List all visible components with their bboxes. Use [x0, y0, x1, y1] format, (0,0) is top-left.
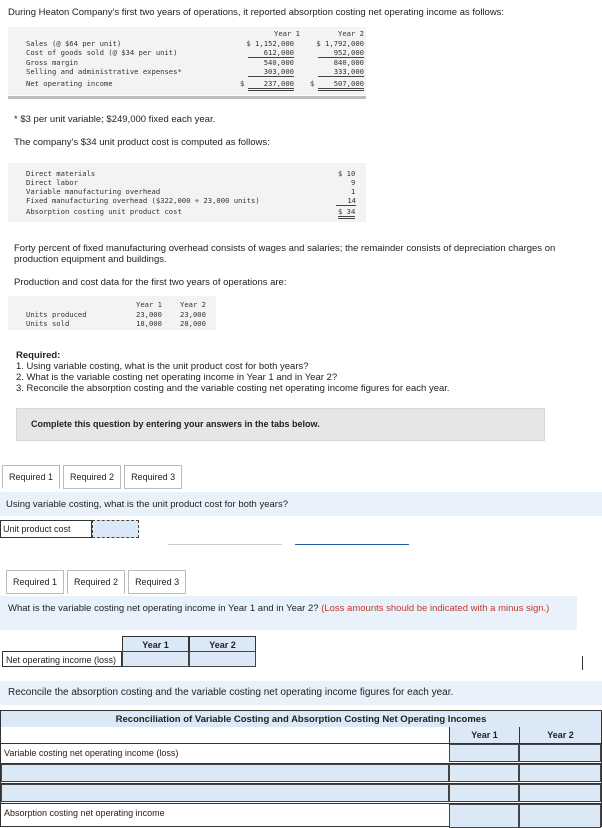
question-2-text	[8, 603, 568, 614]
recon-year2-input[interactable]	[519, 804, 601, 828]
recon-year1-input[interactable]	[449, 804, 519, 828]
stmt-row-y1: 303,000	[248, 67, 294, 77]
stmt-row-y1: 612,000	[248, 48, 294, 58]
unit-cost-value: 1	[351, 187, 356, 196]
stmt-row-y2: 840,000	[333, 58, 364, 67]
recon-row-label: Absorption costing net operating income	[4, 808, 165, 818]
recon-adjustment-label-input[interactable]	[1, 764, 449, 782]
reconciliation-title: Reconciliation of Variable Costing and Absorption Costing Net Operating Incomes	[1, 711, 601, 727]
recon-row-label: Variable costing net operating income (loss)	[4, 748, 179, 758]
net-income-year2-input[interactable]	[189, 651, 256, 667]
col-year-2: Year 2	[189, 636, 256, 652]
required-block	[16, 350, 450, 394]
tab-required-1[interactable]: Required 1	[6, 570, 64, 594]
tab-bar	[6, 570, 189, 594]
unit-cost-label: Variable manufacturing overhead	[26, 187, 161, 196]
recon-year1-input[interactable]	[449, 764, 519, 782]
tab-required-3[interactable]: Required 3	[124, 465, 182, 489]
tab-required-2[interactable]: Required 2	[67, 570, 125, 594]
intro-text: During Heaton Company's first two years of operations, it reported absorption costing net operating income as follows:	[8, 7, 505, 18]
recon-row	[1, 763, 601, 782]
prod-col-year2: Year 2	[180, 300, 206, 309]
stmt-row-label: Selling and administrative expenses*	[26, 67, 182, 76]
unit-cost-value: 14	[336, 196, 356, 206]
footnote: * $3 per unit variable; $249,000 fixed each year.	[14, 114, 216, 125]
production-intro: Production and cost data for the first two years of operations are:	[14, 277, 287, 288]
loss-note: (Loss amounts should be indicated with a minus sign.)	[321, 603, 550, 614]
unit-cost-label: Fixed manufacturing overhead ($322,000 ÷ 23,000 units)	[26, 196, 260, 205]
stmt-row-label: Sales (@ $64 per unit)	[26, 39, 122, 48]
stmt-row-y1: $ 1,152,000	[246, 39, 294, 48]
stmt-currency: $	[240, 79, 245, 88]
recon-year1-input[interactable]	[449, 784, 519, 802]
required-item: 3. Reconcile the absorption costing and the variable costing net operating income figures for each year.	[16, 383, 450, 394]
stmt-row-y2: 507,000	[318, 79, 364, 91]
recon-year2-input[interactable]	[519, 764, 601, 782]
stmt-row-y1: 237,000	[248, 79, 294, 91]
unit-cost-intro: The company's $34 unit product cost is computed as follows:	[14, 137, 270, 148]
required-heading: Required:	[16, 350, 61, 361]
instructions-banner: Complete this question by entering your answers in the tabs below.	[16, 408, 545, 441]
unit-cost-label: Direct labor	[26, 178, 78, 187]
unit-cost-value: $ 34	[338, 207, 355, 219]
prod-row-y2: 28,000	[180, 319, 206, 328]
recon-row	[1, 783, 601, 802]
tab-required-2[interactable]: Required 2	[63, 465, 121, 489]
recon-year2-input[interactable]	[519, 784, 601, 802]
recon-col-year-2: Year 2	[519, 727, 601, 743]
unit-cost-label: Absorption costing unit product cost	[26, 207, 182, 216]
stmt-row-y1: 540,000	[263, 58, 294, 67]
stmt-row-label: Cost of goods sold (@ $34 per unit)	[26, 48, 178, 57]
prod-row-label: Units produced	[26, 310, 87, 319]
question-3-text: Reconcile the absorption costing and the variable costing net operating income figures for each year.	[8, 687, 454, 698]
recon-row	[1, 743, 601, 762]
stmt-col-year2: Year 2	[338, 29, 364, 38]
tab-required-1[interactable]: Required 1	[2, 465, 60, 489]
reconciliation-table	[0, 710, 602, 827]
income-statement	[8, 27, 366, 95]
recon-year2-input[interactable]	[519, 744, 601, 762]
stmt-row-y2: 952,000	[318, 48, 364, 58]
question-1-text: Using variable costing, what is the unit product cost for both years?	[6, 499, 288, 510]
question-1-panel	[0, 492, 602, 516]
divider	[8, 96, 366, 99]
unit-product-cost-label: Unit product cost	[0, 520, 92, 538]
prod-row-y1: 23,000	[136, 310, 162, 319]
stmt-currency: $	[310, 79, 315, 88]
unit-cost-label: Direct materials	[26, 169, 96, 178]
prod-col-year1: Year 1	[136, 300, 162, 309]
net-income-year1-input[interactable]	[122, 651, 189, 667]
text-cursor	[582, 656, 583, 670]
stmt-row-label: Net operating income	[26, 79, 113, 88]
stmt-row-label: Gross margin	[26, 58, 78, 67]
tab-bar	[2, 465, 185, 489]
prod-row-label: Units sold	[26, 319, 70, 328]
question-2-panel	[0, 596, 577, 630]
required-item: 2. What is the variable costing net operating income in Year 1 and in Year 2?	[16, 372, 338, 383]
net-income-label: Net operating income (loss)	[2, 651, 122, 667]
recon-adjustment-label-input[interactable]	[1, 784, 449, 802]
stmt-col-year1: Year 1	[274, 29, 300, 38]
prod-row-y2: 23,000	[180, 310, 206, 319]
overhead-note: Forty percent of fixed manufacturing overhead consists of wages and salaries; the remainder consists of depreciation charges on production equipment and buildings.	[14, 243, 556, 265]
stmt-row-y2: $ 1,792,000	[316, 39, 364, 48]
production-table	[8, 296, 216, 330]
question-3-panel	[0, 681, 602, 705]
unit-product-cost-input[interactable]	[92, 520, 139, 538]
col-year-1: Year 1	[122, 636, 189, 652]
divider	[168, 544, 282, 545]
recon-col-year-1: Year 1	[449, 727, 519, 743]
unit-cost-value: 9	[351, 178, 356, 187]
required-item: 1. Using variable costing, what is the unit product cost for both years?	[16, 361, 309, 372]
unit-cost-table	[8, 163, 366, 222]
recon-row	[1, 803, 601, 828]
recon-year1-input[interactable]	[449, 744, 519, 762]
tab-required-3[interactable]: Required 3	[128, 570, 186, 594]
stmt-row-y2: 333,000	[318, 67, 364, 77]
prod-row-y1: 18,000	[136, 319, 162, 328]
divider	[295, 544, 409, 545]
question-2-prompt: What is the variable costing net operating income in Year 1 and in Year 2?	[8, 603, 319, 614]
unit-cost-value: $ 10	[338, 169, 356, 178]
